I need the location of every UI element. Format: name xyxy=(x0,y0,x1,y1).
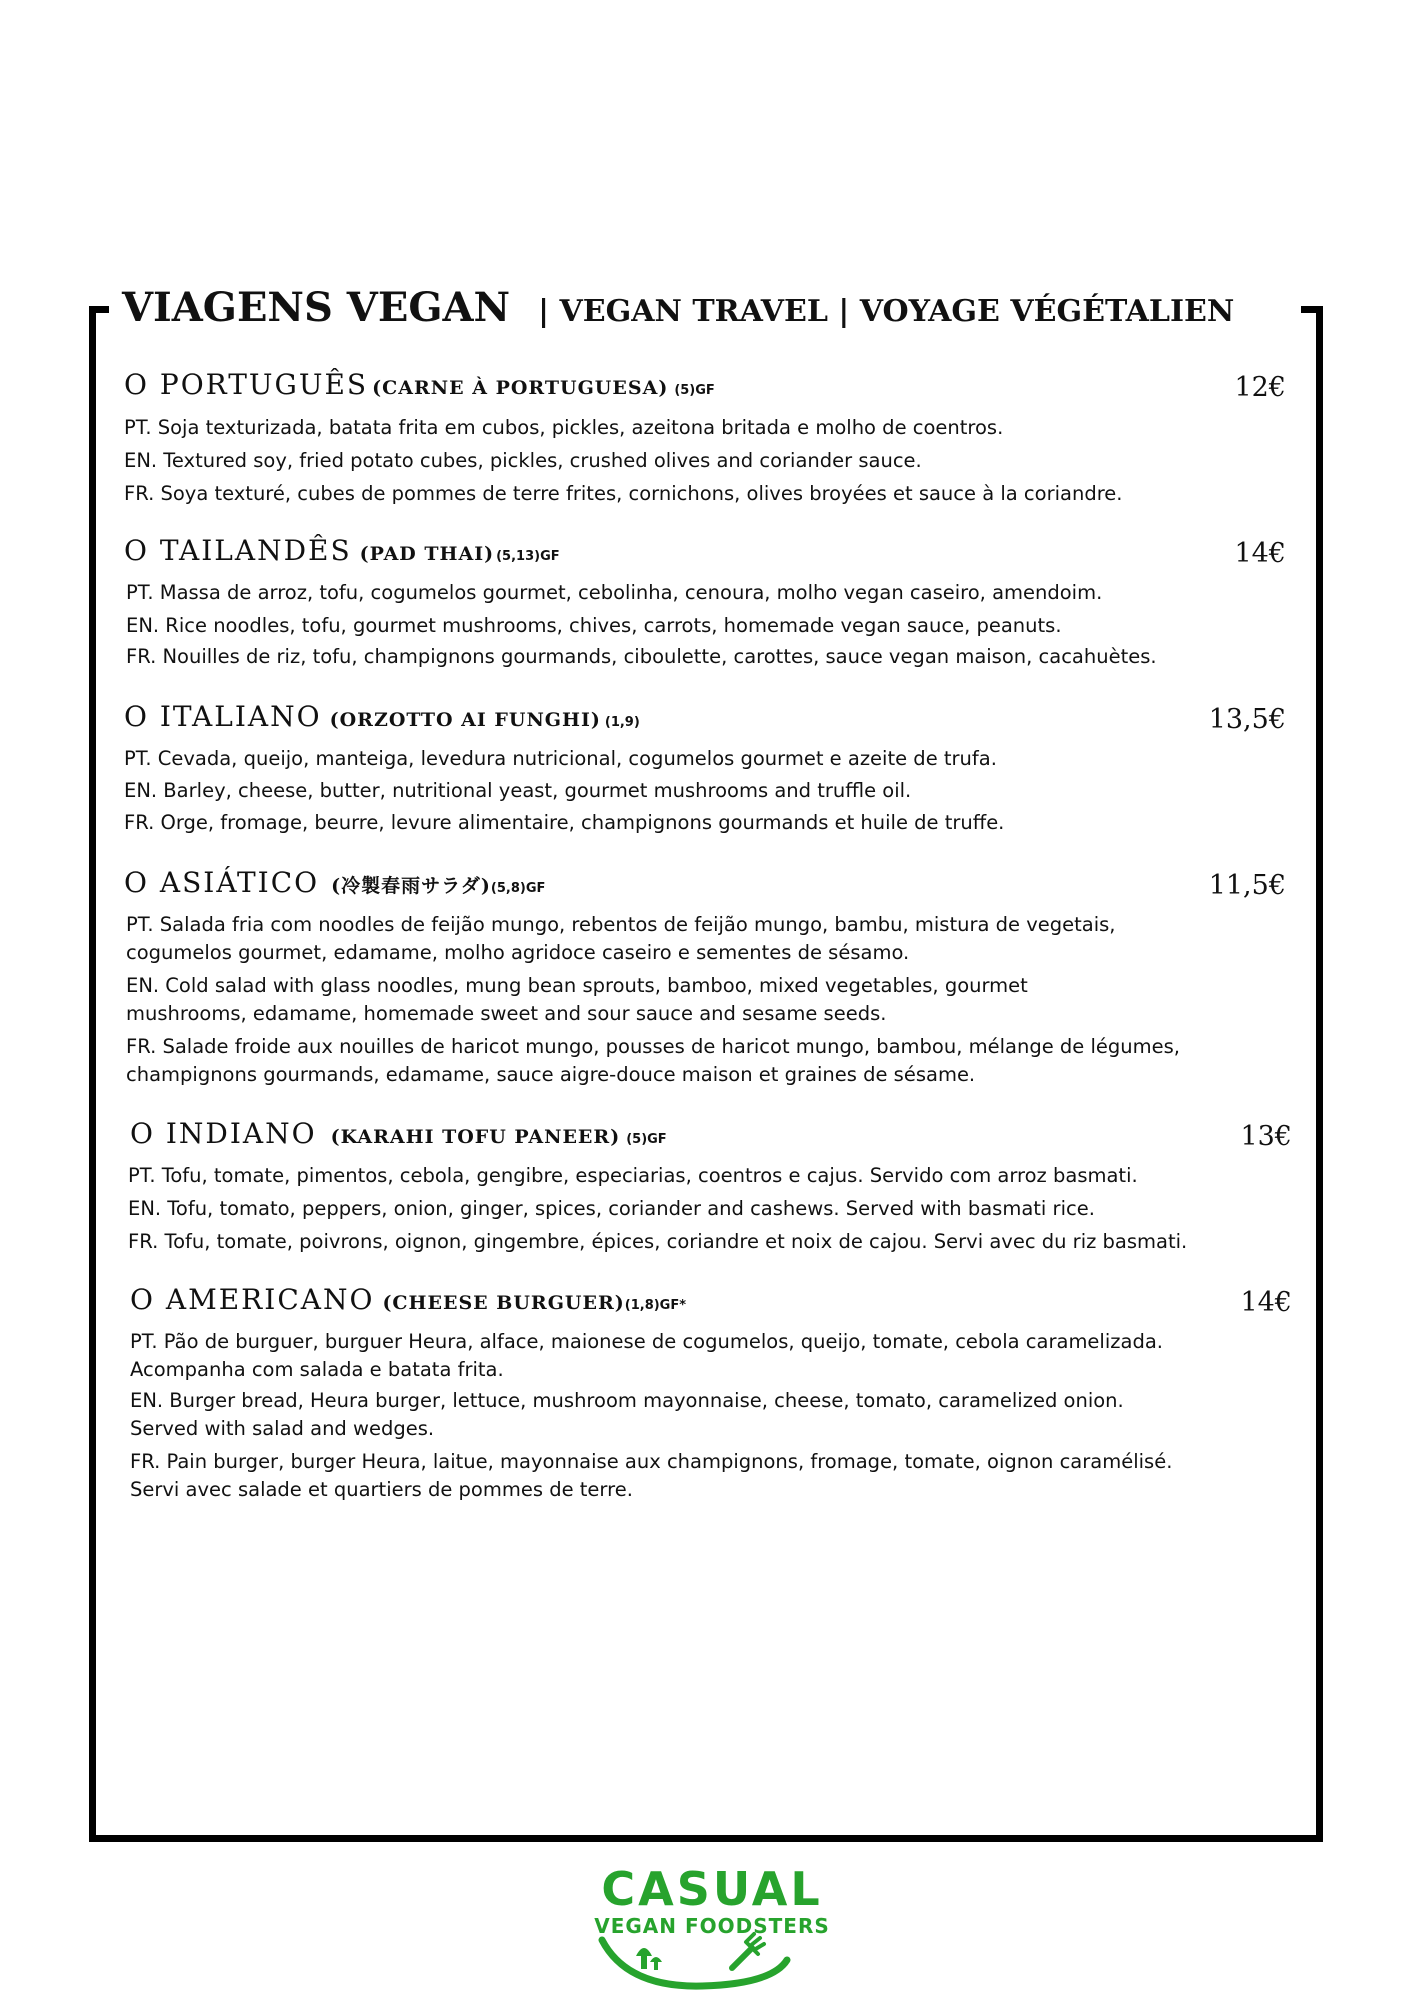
dish-description xyxy=(128,1162,1278,1256)
dish-name: O ITALIANO xyxy=(124,700,322,733)
description-en: EN. Tofu, tomato, peppers, onion, ginger, spices, coriander and cashews. Served with basmati rice. xyxy=(128,1197,1095,1220)
description-pt: PT. Cevada, queijo, manteiga, levedura nutricional, cogumelos gourmet e azeite de trufa. xyxy=(124,747,997,770)
description-pt-cont: cogumelos gourmet, edamame, molho agridoce caseiro e sementes de sésamo. xyxy=(126,941,910,964)
description-pt: PT. Salada fria com noodles de feijão mungo, rebentos de feijão mungo, bambu, mistura de vegetais, xyxy=(126,913,1116,936)
dish-subtitle: (KARAHI TOFU PANEER) xyxy=(330,1126,621,1148)
description-en: EN. Rice noodles, tofu, gourmet mushrooms, chives, carrots, homemade vegan sauce, peanuts. xyxy=(126,614,1062,637)
dish-subtitle: (CARNE À PORTUGUESA) xyxy=(372,377,669,399)
description-pt: PT. Tofu, tomate, pimentos, cebola, gengibre, especiarias, coentros e cajus. Servido com arroz basmati. xyxy=(128,1164,1138,1187)
description-fr: FR. Soya texturé, cubes de pommes de terre frites, cornichons, olives broyées et sauce à la coriandre. xyxy=(124,482,1123,505)
description-en-cont: mushrooms, edamame, homemade sweet and sour sauce and sesame seeds. xyxy=(126,1002,887,1025)
description-fr: FR. Nouilles de riz, tofu, champignons gourmands, ciboulette, carottes, sauce vegan maison, cacahuètes. xyxy=(126,645,1157,668)
frame-top-right-corner xyxy=(1301,306,1323,313)
dish-subtitle: (ORZOTTO AI FUNGHI) xyxy=(329,709,601,731)
dish-allergens: (1,9) xyxy=(604,715,640,730)
dish-price: 13€ xyxy=(1240,1121,1292,1152)
description-en: EN. Textured soy, fried potato cubes, pickles, crushed olives and coriander sauce. xyxy=(124,449,922,472)
description-pt-cont: Acompanha com salada e batata frita. xyxy=(130,1358,504,1381)
dish-allergens: (5)GF xyxy=(674,383,715,398)
dish-header xyxy=(124,534,560,574)
logo-tagline-text: VEGAN FOODSTERS xyxy=(594,1914,830,1938)
description-pt: PT. Soja texturizada, batata frita em cubos, pickles, azeitona britada e molho de coentros. xyxy=(124,416,1004,439)
dish-price: 13,5€ xyxy=(1208,704,1286,735)
description-pt: PT. Massa de arroz, tofu, cogumelos gourmet, cebolinha, cenoura, molho vegan caseiro, amendoim. xyxy=(126,581,1103,604)
dish-header xyxy=(124,368,715,408)
dish-name: O ASIÁTICO xyxy=(124,866,320,899)
dish-allergens: (5,8)GF xyxy=(490,881,546,896)
mushroom-icon xyxy=(636,1948,662,1970)
dish-header xyxy=(124,866,545,906)
dish-header xyxy=(130,1283,686,1323)
description-fr-cont: Servi avec salade et quartiers de pommes de terre. xyxy=(130,1478,633,1501)
casual-vegan-foodsters-logo xyxy=(582,1860,842,1990)
description-en: EN. Burger bread, Heura burger, lettuce, mushroom mayonnaise, cheese, tomato, caramelized onion. xyxy=(130,1389,1124,1412)
logo-brand-text: CASUAL xyxy=(601,1862,823,1916)
menu-subtitle: | VEGAN TRAVEL | VOYAGE VÉGÉTALIEN xyxy=(538,294,1235,329)
dish-description xyxy=(126,911,1276,1089)
description-fr: FR. Orge, fromage, beurre, levure alimentaire, champignons gourmands et huile de truffe. xyxy=(124,811,1005,834)
menu-title: VIAGENS VEGAN xyxy=(122,284,511,331)
dish-name: O AMERICANO xyxy=(130,1283,375,1316)
description-en-cont: Served with salad and wedges. xyxy=(130,1417,435,1440)
dish-price: 12€ xyxy=(1234,372,1286,403)
dish-description xyxy=(126,579,1276,671)
dish-subtitle: (冷製春雨サラダ) xyxy=(331,875,491,897)
dish-allergens: (5,13)GF xyxy=(496,549,560,564)
dish-name: O INDIANO xyxy=(130,1117,317,1150)
dish-header xyxy=(124,700,640,740)
menu-title-row xyxy=(122,284,1234,334)
dish-description xyxy=(130,1328,1280,1504)
dish-price: 14€ xyxy=(1234,538,1286,569)
dish-subtitle: (PAD THAI) xyxy=(359,543,495,565)
description-fr: FR. Tofu, tomate, poivrons, oignon, gingembre, épices, coriandre et noix de cajou. Servi avec du riz basmati. xyxy=(128,1230,1188,1253)
dish-price: 14€ xyxy=(1240,1287,1292,1318)
dish-subtitle: (CHEESE BURGUER) xyxy=(382,1292,625,1314)
dish-name: O TAILANDÊS xyxy=(124,534,352,567)
dish-name: O PORTUGUÊS xyxy=(124,368,369,401)
description-fr: FR. Pain burger, burger Heura, laitue, mayonnaise aux champignons, fromage, tomate, oignon caramélisé. xyxy=(130,1450,1173,1473)
description-pt: PT. Pão de burguer, burguer Heura, alface, maionese de cogumelos, queijo, tomate, cebola caramelizada. xyxy=(130,1330,1163,1353)
dish-price: 11,5€ xyxy=(1208,870,1286,901)
dish-header xyxy=(130,1117,667,1157)
dish-description xyxy=(124,414,1274,508)
dish-allergens: (5)GF xyxy=(626,1132,667,1147)
description-en: EN. Barley, cheese, butter, nutritional yeast, gourmet mushrooms and truffle oil. xyxy=(124,779,912,802)
description-fr-cont: champignons gourmands, edamame, sauce aigre-douce maison et graines de sésame. xyxy=(126,1063,976,1086)
description-fr: FR. Salade froide aux nouilles de haricot mungo, pousses de haricot mungo, bambou, mélange de légumes, xyxy=(126,1035,1180,1058)
description-en: EN. Cold salad with glass noodles, mung bean sprouts, bamboo, mixed vegetables, gourmet xyxy=(126,974,1028,997)
frame-top-left-corner xyxy=(89,306,109,313)
dish-allergens: (1,8)GF* xyxy=(624,1298,687,1313)
dish-description xyxy=(124,745,1274,837)
fork-icon xyxy=(732,1934,764,1968)
